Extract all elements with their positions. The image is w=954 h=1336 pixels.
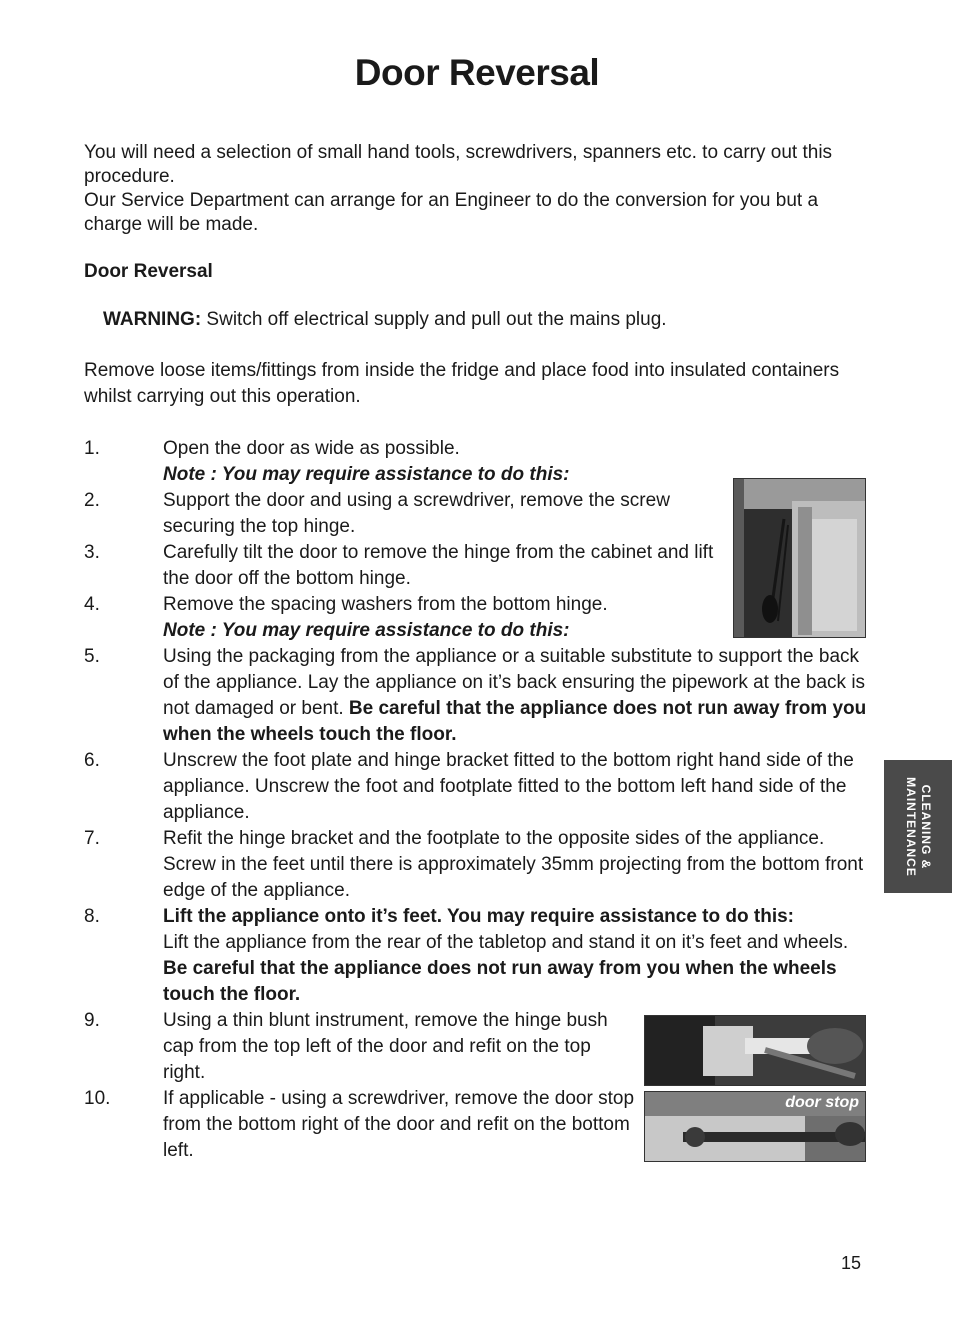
step-number: 5. [84, 646, 100, 667]
step-number: 10. [84, 1088, 111, 1109]
intro-tools: You will need a selection of small hand tools, screwdrivers, spanners etc. to carry out this procedure. [84, 142, 833, 187]
step-number: 4. [84, 594, 100, 615]
step-note: Note : You may require assistance to do this: [163, 620, 570, 641]
step-number: 7. [84, 828, 100, 849]
section-side-tab [884, 760, 952, 893]
door-stop-photo [644, 1091, 866, 1162]
step-5 [84, 644, 874, 748]
hinge-bush-cap-photo [644, 1015, 866, 1086]
side-tab-line-1: CLEANING & [919, 784, 933, 869]
step-warning: Be careful that the appliance does not run away from you when the wheels touch the floor. [163, 698, 867, 745]
step-text: Lift the appliance from the rear of the tabletop and stand it on it’s feet and wheels. [163, 932, 849, 953]
step-note: Note : You may require assistance to do this: [163, 464, 570, 485]
step-number: 1. [84, 438, 100, 459]
step-6 [84, 748, 874, 826]
step-number: 9. [84, 1010, 100, 1031]
page-number: 15 [841, 1253, 862, 1273]
step-number: 2. [84, 490, 100, 511]
warning [103, 309, 667, 331]
step-text: Remove the spacing washers from the bottom hinge. [163, 594, 608, 615]
warning-label: WARNING: [103, 309, 202, 330]
side-tab-line-2: MAINTENANCE [904, 776, 918, 877]
step-number: 3. [84, 542, 100, 563]
step-text: Using the packaging from the appliance or a suitable substitute to support the back of the appliance. Lay the appliance on it’s back ensuring the pipework at the back is not damaged or bent. [163, 646, 866, 719]
step-warning: Be careful that the appliance does not run away from you when the wheels touch the floor. [163, 958, 837, 1005]
step-text: If applicable - using a screwdriver, remove the door stop from the bottom right of the door and refit on the bottom left. [163, 1088, 635, 1161]
step-text: Support the door and using a screwdriver, remove the screw securing the top hinge. [163, 490, 670, 537]
step-text: Using a thin blunt instrument, remove the hinge bush cap from the top left of the door and refit on the top right. [163, 1010, 608, 1083]
step-text: Unscrew the foot plate and hinge bracket fitted to the bottom right hand side of the appliance. Unscrew the foot and footplate fitted to the bottom left hand side of the appliance. [163, 750, 854, 823]
step-number: 8. [84, 906, 100, 927]
photo-caption: door stop [785, 1094, 859, 1111]
warning-text: Switch off electrical supply and pull out the mains plug. [201, 309, 667, 330]
step-8 [84, 904, 874, 1008]
step-lead: Lift the appliance onto it’s feet. You may require assistance to do this: [163, 906, 794, 927]
page-title: Door Reversal [354, 52, 600, 93]
step-7 [84, 826, 874, 904]
step-text: Open the door as wide as possible. [163, 438, 460, 459]
remove-items-text: Remove loose items/fittings from inside the fridge and place food into insulated containers whilst carrying out this operation. [84, 360, 840, 407]
intro-service: Our Service Department can arrange for an Engineer to do the conversion for you but a charge will be made. [84, 190, 819, 235]
intro [84, 141, 874, 237]
section-heading: Door Reversal [84, 261, 213, 282]
top-hinge-photo [733, 478, 866, 638]
step-number: 6. [84, 750, 100, 771]
step-text: Refit the hinge bracket and the footplate to the opposite sides of the appliance. Screw in the feet until there is approximately 35mm projecting from the bottom front edge of the appliance. [163, 828, 864, 901]
step-text: Carefully tilt the door to remove the hinge from the cabinet and lift the door off the bottom hinge. [163, 542, 714, 589]
